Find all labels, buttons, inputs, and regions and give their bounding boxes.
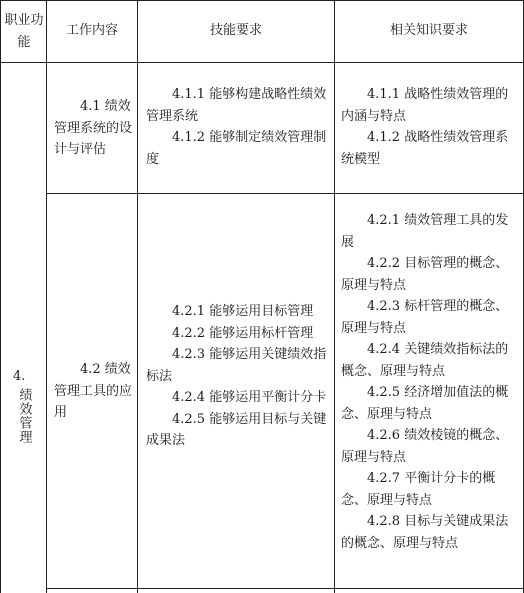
skill-item: 4.1.1 能够构建战略性绩效管理系统 (146, 87, 327, 124)
knowledge-item: 4.2.6 绩效棱镜的概念、原理与特点 (341, 428, 509, 465)
col1-divider (46, 0, 47, 593)
knowledge-item: 4.2.7 平衡计分卡的概念、原理与特点 (341, 471, 496, 508)
knowledge-item: 4.2.4 关键绩效指标法的概念、原理与特点 (341, 342, 509, 379)
row1-skills (146, 84, 330, 170)
col2-divider (137, 0, 138, 593)
knowledge-item: 4.1.2 战略性绩效管理系统模型 (341, 130, 509, 167)
skill-item: 4.2.2 能够运用标杆管理 (172, 325, 314, 341)
knowledge-item: 4.2.8 目标与关键成果法的概念、原理与特点 (341, 514, 509, 551)
header-content: 工作内容 (65, 23, 118, 38)
function-cell (13, 366, 39, 444)
skill-item: 4.2.5 能够运用目标与关键成果法 (146, 411, 327, 448)
knowledge-item: 4.2.1 绩效管理工具的发展 (341, 213, 509, 250)
header-bottom-border (0, 62, 524, 63)
row2-knowledge (341, 210, 519, 554)
skill-item: 4.2.4 能够运用平衡计分卡 (172, 390, 327, 405)
row1-content: 4.1 绩效管理系统的设计与评估 (54, 99, 133, 157)
skill-item: 4.2.1 能够运用目标管理 (172, 304, 314, 319)
header-knowledge: 相关知识要求 (389, 23, 468, 38)
knowledge-item: 4.2.3 标杆管理的概念、原理与特点 (341, 299, 509, 336)
knowledge-item: 4.1.1 战略性绩效管理的内涵与特点 (341, 87, 509, 124)
knowledge-item: 4.2.2 目标管理的概念、原理与特点 (341, 256, 509, 293)
row1-knowledge (341, 84, 519, 170)
skill-item: 4.1.2 能够制定绩效管理制度 (146, 130, 327, 167)
knowledge-item: 4.2.5 经济增加值法的概念、原理与特点 (341, 385, 509, 422)
row2-content: 4.2 绩效管理工具的应用 (54, 362, 133, 420)
col3-divider (334, 0, 335, 593)
skill-item: 4.2.3 能够运用关键绩效指标法 (146, 347, 327, 384)
header-function: 职业功能 (4, 13, 44, 50)
row2-bottom-border (46, 588, 524, 589)
function-number: 4. (13, 369, 26, 384)
table-left-border (0, 0, 1, 593)
function-name: 绩效管理 (16, 387, 32, 444)
header-skills: 技能要求 (209, 23, 262, 38)
table-top-border (0, 0, 524, 1)
row1-bottom-border (46, 193, 524, 194)
row2-skills (146, 301, 330, 452)
